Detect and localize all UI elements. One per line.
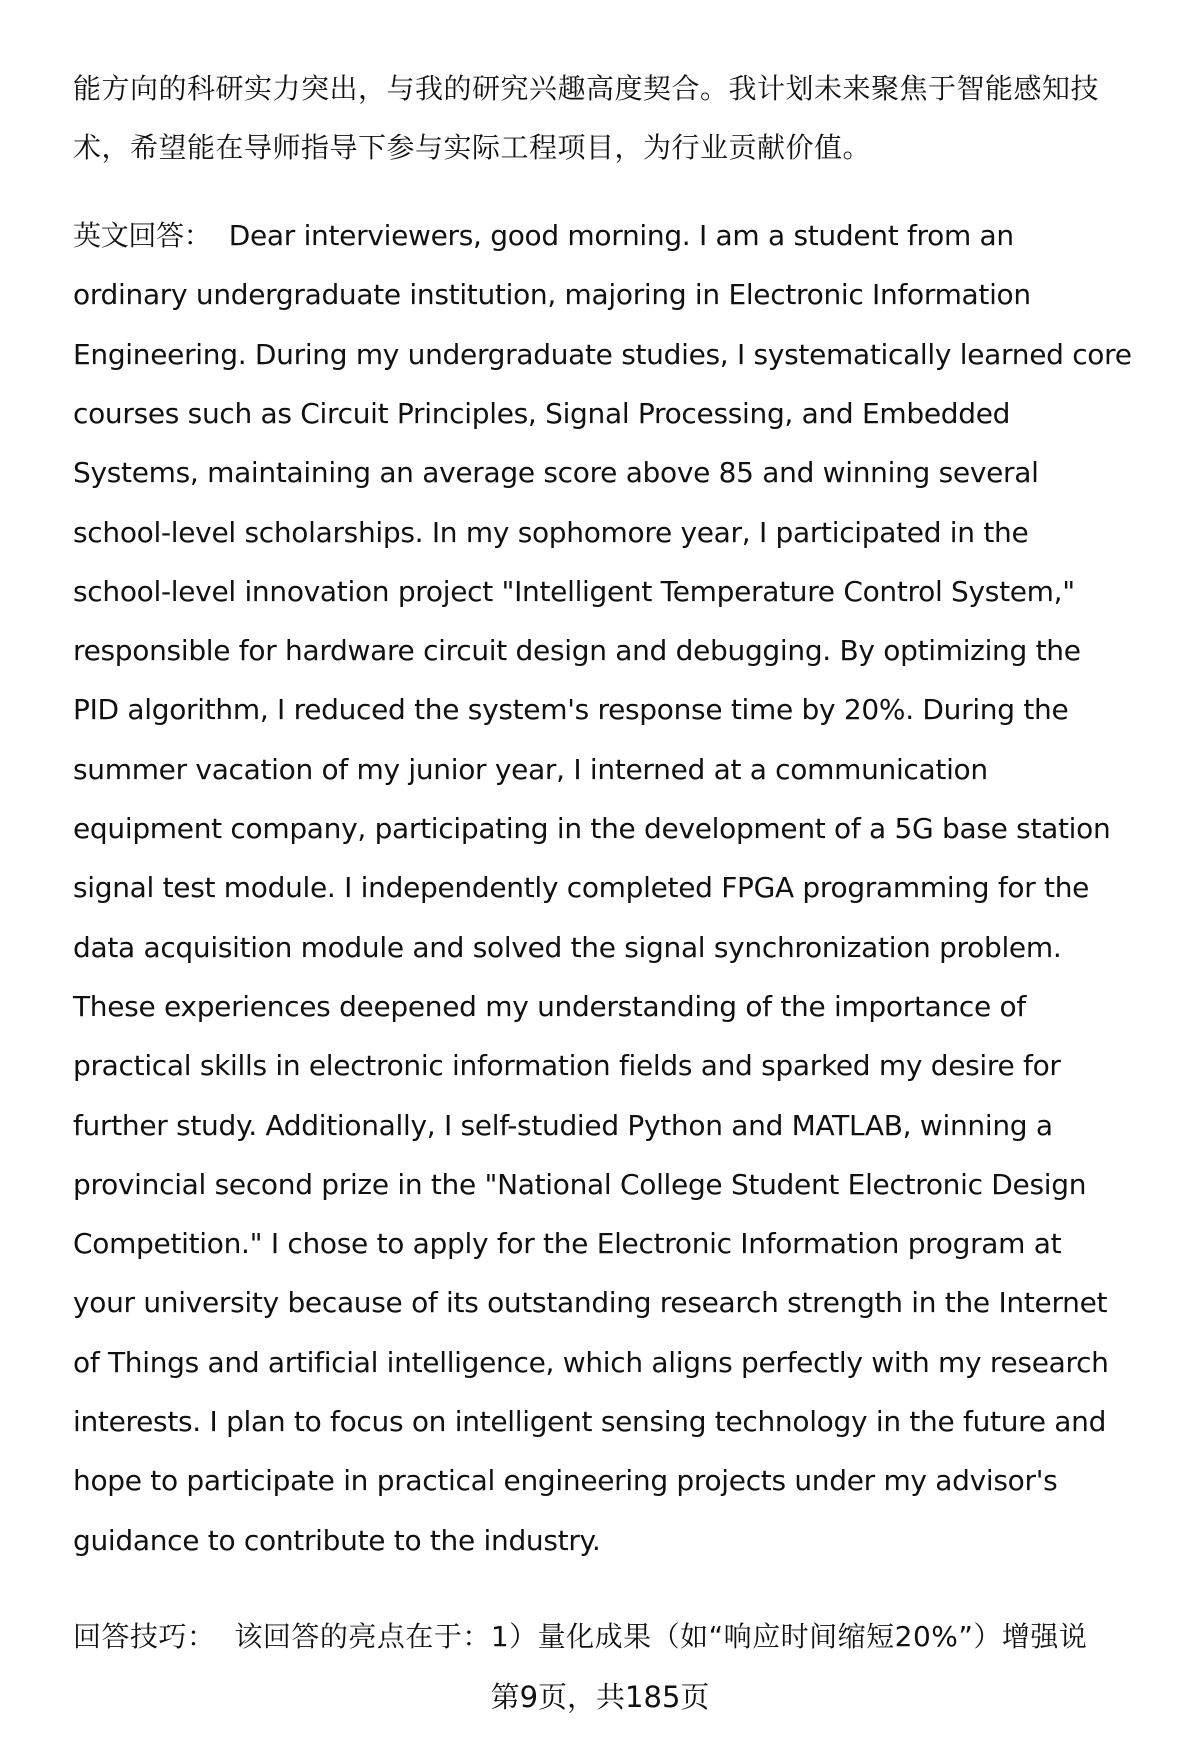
english-answer-line: data acquisition module and solved the signal synchronization problem.: [73, 930, 1062, 964]
english-answer-line: guidance to contribute to the industry.: [73, 1523, 601, 1557]
english-answer-label: 英文回答：: [73, 219, 212, 252]
tips-text: 该回答的亮点在于：1）量化成果（如“响应时间缩短20%”）增强说: [234, 1620, 1088, 1653]
english-answer-line: provincial second prize in the "National College Student Electronic Design: [73, 1167, 1087, 1201]
tips-paragraph: [73, 1617, 1087, 1657]
english-answer-line: your university because of its outstanding research strength in the Internet: [73, 1286, 1108, 1320]
english-answer-line: responsible for hardware circuit design and debugging. By optimizing the: [73, 634, 1081, 668]
english-answer-line: Dear interviewers, good morning. I am a student from an: [228, 219, 1014, 252]
english-answer-line: summer vacation of my junior year, I interned at a communication: [73, 752, 988, 786]
english-answer-line: interests. I plan to focus on intelligent sensing technology in the future and: [73, 1405, 1107, 1438]
chinese-line-1: 能方向的科研实力突出，与我的研究兴趣高度契合。我计划未来聚焦于智能感知技: [73, 72, 1100, 105]
english-answer-line: Engineering. During my undergraduate studies, I systematically learned core: [73, 337, 1132, 371]
english-answer-line: school-level scholarships. In my sophomore year, I participated in the: [73, 515, 1029, 549]
english-answer-line: school-level innovation project "Intelligent Temperature Control System,": [73, 574, 1075, 608]
english-answer-first-line: [73, 216, 1014, 256]
english-answer-line: signal test module. I independently completed FPGA programming for the: [73, 871, 1090, 905]
chinese-line-2: 术，希望能在导师指导下参与实际工程项目，为行业贡献价值。: [73, 131, 872, 164]
english-answer-line: Competition." I chose to apply for the Electronic Information program at: [73, 1227, 1062, 1261]
english-answer-line: practical skills in electronic information fields and sparked my desire for: [73, 1049, 1061, 1083]
tips-label: 回答技巧：: [73, 1620, 216, 1653]
english-answer-line: further study. Additionally, I self-studied Python and MATLAB, winning a: [73, 1108, 1053, 1142]
english-answer-line: Systems, maintaining an average score above 85 and winning several: [73, 456, 1039, 490]
english-answer-line: of Things and artificial intelligence, which aligns perfectly with my research: [73, 1345, 1109, 1379]
english-answer-line: hope to participate in practical engineering projects under my advisor's: [73, 1464, 1058, 1498]
english-answer-line: These experiences deepened my understanding of the importance of: [73, 989, 1026, 1023]
page-number: 第9页，共185页: [490, 1680, 710, 1714]
english-answer-line: ordinary undergraduate institution, majoring in Electronic Information: [73, 278, 1031, 312]
english-answer-line: PID algorithm, I reduced the system's response time by 20%. During the: [73, 693, 1069, 727]
english-answer-line: equipment company, participating in the development of a 5G base station: [73, 812, 1111, 845]
english-answer-line: courses such as Circuit Principles, Signal Processing, and Embedded: [73, 396, 1011, 430]
